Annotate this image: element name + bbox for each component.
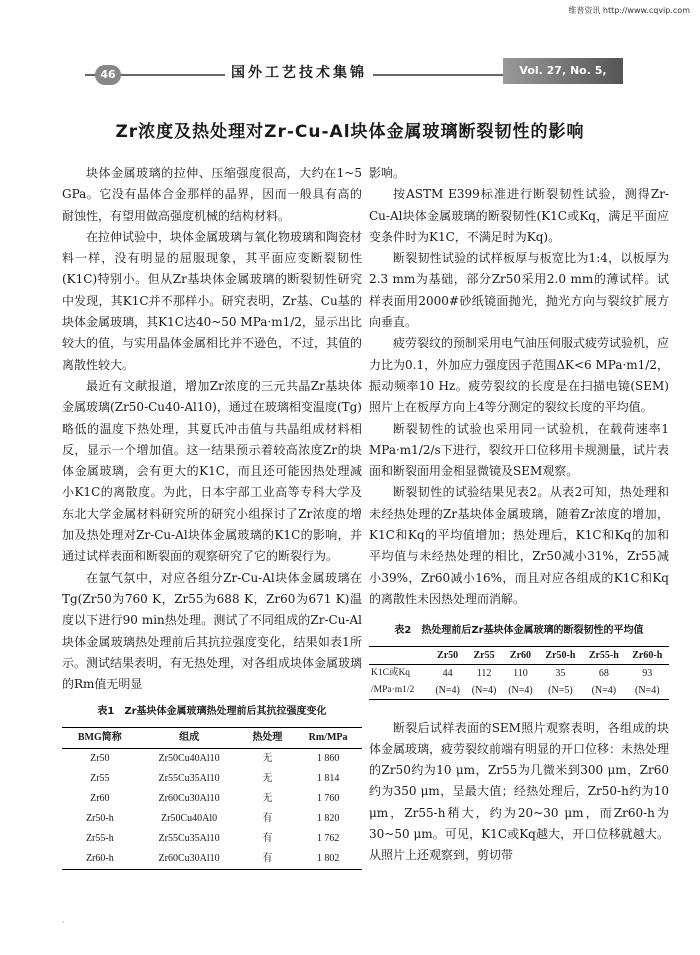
table-row (369, 682, 669, 700)
table-cell: 112 (476, 667, 492, 679)
table-cell: Zr60 (90, 792, 110, 804)
table-cell: (N=5) (548, 684, 573, 696)
table-cell: Zr55Cu35Al10 (158, 832, 220, 844)
table-cell: 有 (262, 852, 273, 864)
journal-name: 国外工艺技术集锦 (225, 62, 373, 82)
table-cell: 无 (262, 772, 273, 784)
table2 (369, 646, 669, 700)
table-row (62, 748, 362, 769)
table-cell: 1 820 (316, 812, 340, 824)
table-cell: 1 762 (316, 832, 340, 844)
table-cell: 有 (262, 812, 273, 824)
table-cell: (N=4) (508, 684, 533, 696)
table-cell: 1 760 (316, 792, 340, 804)
table-cell: 110 (513, 667, 528, 679)
table-row (62, 769, 362, 789)
table-cell: 无 (262, 792, 273, 804)
table-header: 热处理 (252, 731, 283, 743)
paragraph: 断裂韧性的试验结果见表2。从表2可知，热处理和未经热处理的Zr基块体金属玻璃，随着Zr浓度的增加，K1C和Kq的平均值增加；热处理后，K1C和Kq的加和平均值与未经热处理的相比，Zr50减小31%，Zr55减小39%，Zr60减小16%，而且对应各组成的K1C和Kq的离散性未因热处理而消解。 (369, 485, 669, 606)
table2-caption: 表2 热处理前后Zr基块体金属玻璃的断裂韧性的平均值 (394, 625, 644, 637)
paragraph: 断裂后试样表面的SEM照片观察表明，各组成的块体金属玻璃，疲劳裂纹前端有明显的开口位移：未热处理的Zr50约为10 μm，Zr55为几微米到300 μm，Zr60约为350 μm，呈最大值；经热处理后，Zr50-h约为10 μm，Zr55-h稍大，约为20~30 μm，而Zr60-h为30~50 μm。可见，K1C或Kq越大，开口位移就越大。从照片上还观察到，剪切带 (369, 720, 670, 863)
table-header: BMG简称 (77, 731, 122, 743)
table-cell: Zr55Cu35Al10 (158, 772, 220, 784)
table-header: 组成 (179, 731, 200, 743)
table-cell: 无 (262, 752, 273, 764)
table-header: Zr60-h (632, 649, 663, 661)
watermark: 维普资讯 http://www.cqvip.com (568, 6, 690, 15)
paragraph: 在拉伸试验中，块体金属玻璃与氧化物玻璃和陶瓷材料一样，没有明显的屈服现象，其平面应变断裂韧性(K1C)特别小。但从Zr基块体金属玻璃的断裂韧性研究中发现，其K1C并不那样小。研究表明，Zr基、Cu基的块体金属玻璃，其K1C达40~50 MPa·m1/2，显示出比较大的值，与实用晶体金属相比并不逊色，不过，其值的离散性较大。 (62, 229, 363, 372)
table1 (62, 727, 362, 870)
table-header: Rm/MPa (308, 731, 348, 743)
paragraph: 按ASTM E399标准进行断裂韧性试验，测得Zr-Cu-Al块体金属玻璃的断裂韧性(K1C或Kq，满足平面应变条件时为K1C，不满足时为Kq)。 (369, 187, 669, 244)
table-cell: Zr50Cu40Al10 (158, 752, 220, 764)
table-row (369, 664, 669, 682)
table-cell: (N=4) (471, 684, 497, 696)
table-cell: (N=4) (635, 684, 660, 696)
table-cell: 44 (442, 667, 453, 679)
footer-mark: · (62, 918, 65, 928)
table-cell: Zr55 (90, 772, 110, 784)
paragraph: 最近有文献报道，增加Zr浓度的三元共晶Zr基块体金属玻璃(Zr50-Cu40-Al10)，通过在玻璃相变温度(Tg)略低的温度下热处理，其夏氏冲击值与共晶组成材料相反，显示一个增加值。这一结果预示着较高浓度Zr的块体金属玻璃，会有更大的K1C，而且还可能因热处理减小K1C的离散度。为此，日本宇部工业高等专科大学及东北大学金属材料研究所的研究小组探讨了Zr浓度的增加及热处理对Zr-Cu-Al块体金属玻璃的K1C的影响，并通过试样表面和断裂面的观察研究了它的断裂行为。 (62, 378, 362, 564)
volume-badge: Vol. 27, No. 5, 2008 (503, 58, 623, 84)
table-cell: (N=4) (435, 684, 460, 696)
table-header: Zr50-h (545, 649, 576, 661)
page-header (85, 62, 615, 103)
table-cell: Zr50Cu40Al0 (161, 812, 218, 824)
table-cell: 1 802 (316, 852, 340, 864)
table-cell: 1 814 (316, 772, 340, 784)
table-header: Zr55 (473, 649, 495, 661)
page-number: 46 (95, 65, 121, 85)
paragraph: 断裂韧性的试验也采用同一试验机，在载荷速率1 MPa·m1/2/s下进行，裂纹开口位移用卡规测量，试片表面和断裂面用金相显微镜及SEM观察。 (369, 421, 669, 479)
table-cell: 93 (642, 667, 653, 679)
left-column (62, 163, 362, 870)
table-cell: Zr50-h (85, 812, 114, 824)
table-header: Zr60 (509, 649, 532, 661)
paragraph: 块体金属玻璃的拉伸、压缩强度很高，大约在1~5 GPa。它没有晶体合金那样的晶界，因而一般具有高的耐蚀性，有望用做高强度机械的结构材料。 (62, 166, 362, 223)
paragraph: 疲劳裂纹的预制采用电气油压伺服式疲劳试验机，应力比为0.1，外加应力强度因子范围ΔK<6 MPa·m1/2，振动频率10 Hz。疲劳裂纹的长度是在扫描电镜(SEM)照片上在板厚方向上4等分测定的裂纹长度的平均值。 (369, 336, 670, 415)
row-label: K1C或Kq (371, 667, 411, 678)
table-cell: 有 (262, 832, 273, 844)
table-cell: 68 (598, 667, 609, 679)
table-row (62, 849, 362, 870)
table-header: Zr55-h (588, 649, 619, 661)
table-cell: Zr60Cu30Al10 (158, 852, 220, 864)
table-row (62, 809, 362, 829)
table-header (369, 646, 429, 664)
table-cell: Zr50 (90, 752, 110, 764)
table-cell: 1 860 (316, 752, 340, 764)
table-cell: Zr60Cu30Al10 (158, 792, 220, 804)
table-row (62, 829, 362, 849)
paragraph: 在氩气氛中，对应各组分Zr-Cu-Al块体金属玻璃在Tg(Zr50为760 K，Zr55为688 K，Zr60为671 K)温度以下进行90 min热处理。测试了不同组成的Zr-Cu-Al块体金属玻璃热处理前后其抗拉强度变化，结果如表1所示。测试结果表明，有无热处理，对各组成块体金属玻璃的Rm值无明显 (62, 570, 363, 692)
row-label: /MPa·m1/2 (371, 684, 415, 695)
table-cell: Zr55-h (85, 832, 114, 844)
table-cell: 35 (555, 667, 566, 679)
table-cell: Zr60-h (85, 852, 114, 864)
table-row (62, 789, 362, 809)
article-title: Zr浓度及热处理对Zr-Cu-Al块体金属玻璃断裂韧性的影响 (115, 122, 585, 142)
paragraph: 断裂韧性试验的试样板厚与板宽比为1:4，以板厚为2.3 mm为基础，部分Zr50采用2.0 mm的薄试样。试样表面用2000#砂纸镜面抛光，抛光方向与裂纹扩展方向垂直。 (369, 251, 669, 330)
right-column (369, 163, 669, 867)
table1-caption: 表1 Zr基块体金属玻璃热处理前后其抗拉强度变化 (97, 706, 327, 718)
paragraph: 影响。 (369, 166, 406, 180)
table-header: Zr50 (437, 649, 459, 661)
table-cell: (N=4) (591, 684, 617, 696)
